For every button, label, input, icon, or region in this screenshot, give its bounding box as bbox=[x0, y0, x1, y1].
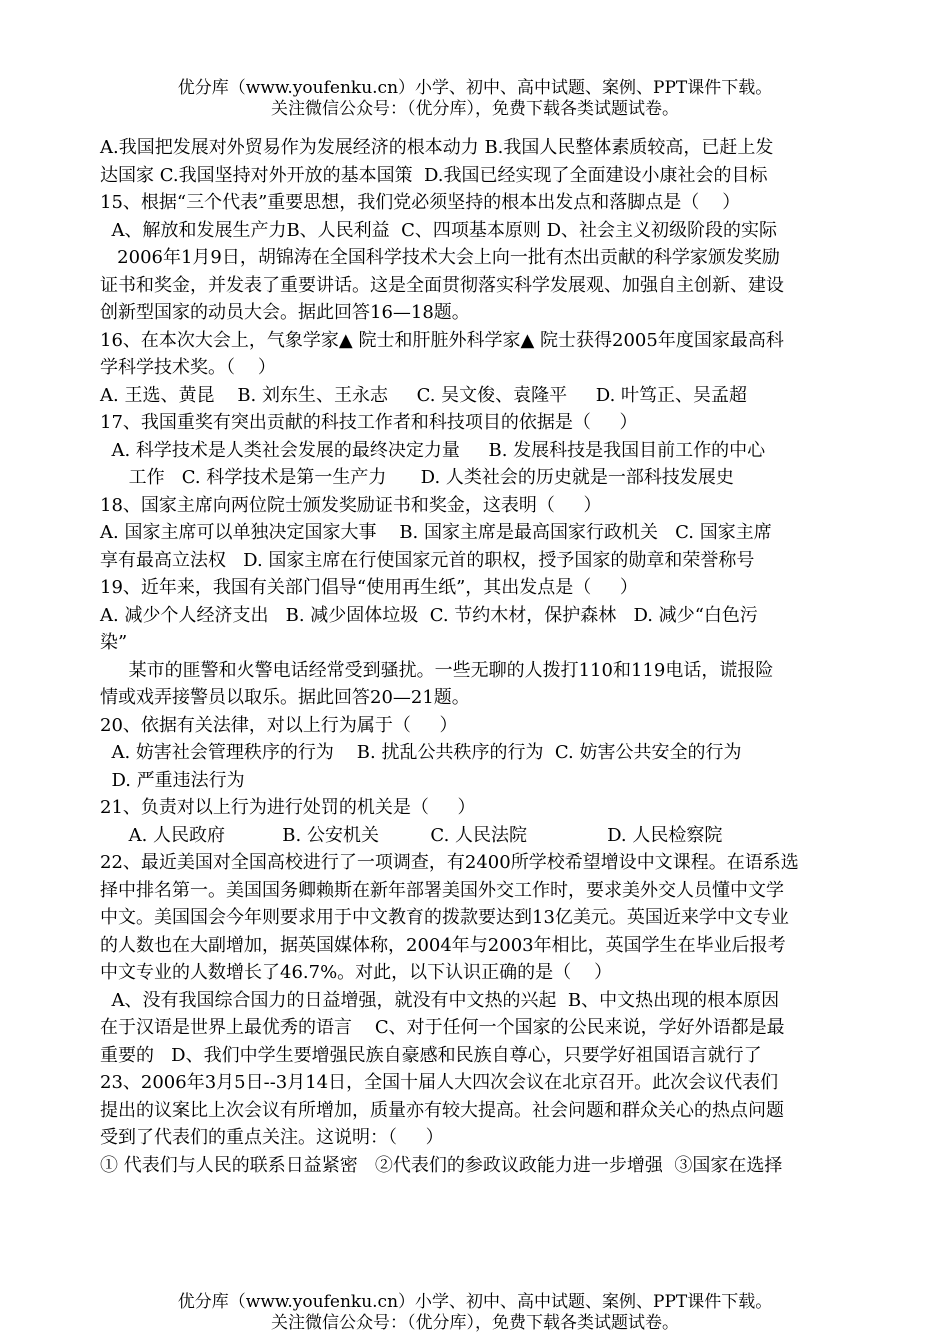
text-line: 某市的匪警和火警电话经常受到骚扰。一些无聊的人拨打110和119电话，谎报险 bbox=[100, 659, 774, 681]
text-line: 22、最近美国对全国高校进行了一项调查，有2400所学校希望增设中文课程。在语系选 bbox=[100, 852, 799, 873]
text-line: 受到了代表们的重点关注。这说明：（ ） bbox=[100, 1127, 444, 1148]
text-line: 18、国家主席向两位院士颁发奖励证书和奖金，这表明（ ） bbox=[100, 494, 602, 516]
text-line: 提出的议案比上次会议有所增加，质量亦有较大提高。社会问题和群众关心的热点问题 bbox=[100, 1099, 784, 1121]
text-line: 染” bbox=[100, 632, 128, 653]
text-line: 择中排名第一。美国国务卿赖斯在新年部署美国外交工作时，要求美外交人员懂中文学 bbox=[100, 879, 784, 901]
text-line: 21、负责对以上行为进行处罚的机关是（ ） bbox=[100, 797, 476, 818]
text-line: A. 科学技术是人类社会发展的最终决定力量 B. 发展科技是我国目前工作的中心 bbox=[100, 439, 766, 461]
document-body bbox=[100, 134, 840, 1179]
text-line: 20、依据有关法律，对以上行为属于（ ） bbox=[100, 714, 458, 736]
footer-line-1: 优分库（www.youfenku.cn）小学、初中、高中试题、案例、PPT课件下载。 bbox=[177, 1292, 773, 1312]
text-line: A、没有我国综合国力的日益增强，就没有中文热的兴起 B、中文热出现的根本原因 bbox=[100, 989, 780, 1011]
footer-line-2: 关注微信公众号：（优分库），免费下载各类试题试卷。 bbox=[271, 1313, 679, 1333]
text-line: A. 国家主席可以单独决定国家大事 B. 国家主席是最高国家行政机关 C. 国家主席 bbox=[100, 522, 772, 543]
page-header bbox=[0, 78, 950, 120]
text-line: 2006年1月9日，胡锦涛在全国科学技术大会上向一批有杰出贡献的科学家颁发奖励 bbox=[100, 247, 780, 268]
page-footer bbox=[0, 1292, 950, 1334]
text-line: 23、2006年3月5日--3月14日，全国十届人大四次会议在北京召开。此次会议代表们 bbox=[100, 1072, 779, 1093]
text-line: 达国家 C.我国坚持对外开放的基本国策 D.我国已经实现了全面建设小康社会的目标 bbox=[100, 164, 768, 186]
text-line: A、解放和发展生产力B、人民利益 C、四项基本原则 D、社会主义初级阶段的实际 bbox=[100, 219, 778, 241]
text-line: 证书和奖金，并发表了重要讲话。这是全面贯彻落实科学发展观、加强自主创新、建设 bbox=[100, 274, 784, 296]
text-line: 中文。美国国会今年则要求用于中文教育的拨款要达到13亿美元。英国近来学中文专业 bbox=[100, 907, 789, 928]
text-line: A. 妨害社会管理秩序的行为 B. 扰乱公共秩序的行为 C. 妨害公共安全的行为 bbox=[100, 742, 742, 763]
text-line: 创新型国家的动员大会。据此回答16—18题。 bbox=[100, 302, 470, 323]
text-line: 17、我国重奖有突出贡献的科技工作者和科技项目的依据是（ ） bbox=[100, 412, 638, 433]
text-line: 情或戏弄接警员以取乐。据此回答20—21题。 bbox=[100, 687, 470, 708]
header-line-2: 关注微信公众号：（优分库），免费下载各类试题试卷。 bbox=[271, 99, 679, 119]
text-line: D. 严重违法行为 bbox=[100, 769, 245, 791]
text-line: A. 减少个人经济支出 B. 减少固体垃圾 C. 节约木材，保护森林 D. 减少“白色污 bbox=[100, 604, 758, 626]
text-line: A. 王选、黄昆 B. 刘东生、王永志 C. 吴文俊、袁隆平 D. 叶笃正、吴孟超 bbox=[100, 384, 748, 406]
text-line: 重要的 D、我们中学生要增强民族自豪感和民族自尊心，只要学好祖国语言就行了 bbox=[100, 1044, 762, 1066]
text-line: 学科学技术奖。（ ） bbox=[100, 357, 276, 378]
text-line: 享有最高立法权 D. 国家主席在行使国家元首的职权，授予国家的勋章和荣誉称号 bbox=[100, 549, 755, 571]
text-line: 16、在本次大会上，气象学家▲ 院士和肝脏外科学家▲ 院士获得2005年度国家最高科 bbox=[100, 329, 784, 351]
text-line: A.我国把发展对外贸易作为发展经济的根本动力 B.我国人民整体素质较高，已赶上发 bbox=[100, 137, 774, 158]
text-line: 中文专业的人数增长了46.7%。对此，以下认识正确的是（ ） bbox=[100, 962, 613, 983]
text-line: ① 代表们与人民的联系日益紧密 ②代表们的参政议政能力进一步增强 ③国家在选择 bbox=[100, 1154, 783, 1176]
header-line-1: 优分库（www.youfenku.cn）小学、初中、高中试题、案例、PPT课件下载。 bbox=[177, 78, 773, 98]
text-line: 的人数也在大副增加，据英国媒体称，2004年与2003年相比，英国学生在毕业后报考 bbox=[100, 934, 786, 956]
text-line: A. 人民政府 B. 公安机关 C. 人民法院 D. 人民检察院 bbox=[100, 824, 723, 846]
text-line: 在于汉语是世界上最优秀的语言 C、对于任何一个国家的公民来说，学好外语都是最 bbox=[100, 1017, 785, 1038]
text-line: 工作 C. 科学技术是第一生产力 D. 人类社会的历史就是一部科技发展史 bbox=[100, 467, 734, 488]
text-line: 15、根据“三个代表”重要思想，我们党必须坚持的根本出发点和落脚点是（ ） bbox=[100, 192, 741, 213]
text-line: 19、近年来，我国有关部门倡导“使用再生纸”，其出发点是（ ） bbox=[100, 577, 638, 598]
